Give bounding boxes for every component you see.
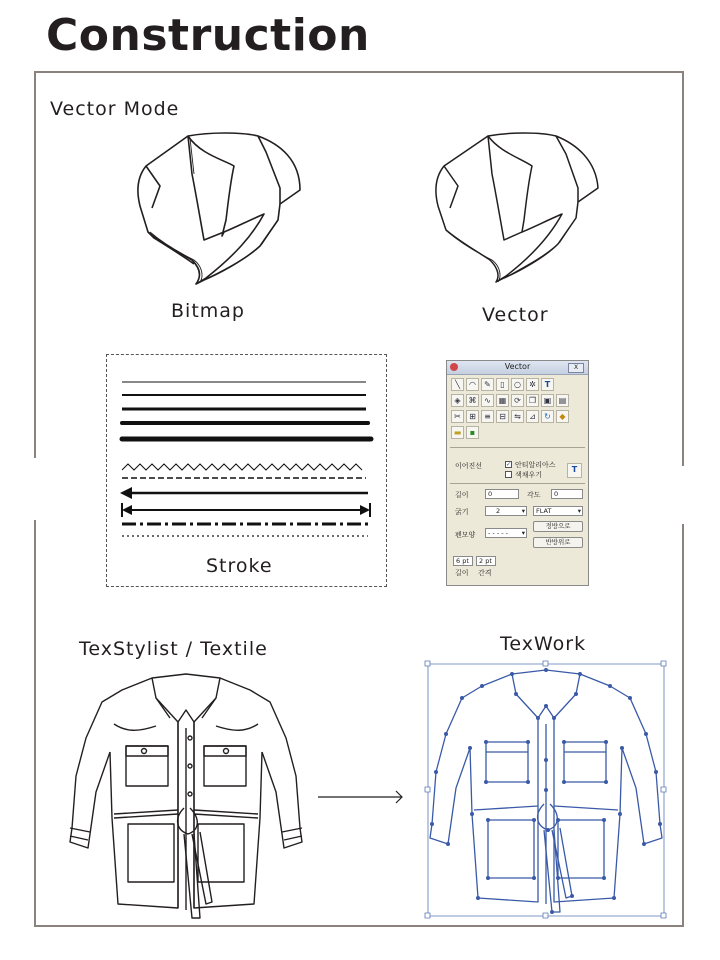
ellipse-tool-icon[interactable]: ○ [511,378,524,391]
align-icon[interactable]: ≡ [481,410,494,423]
vector-label: Vector [482,304,549,326]
pattern-select[interactable] [485,528,527,538]
antialias-label: 안티알리아스 [515,461,556,469]
texwork-label: TexWork [500,633,587,655]
open-folder-icon[interactable]: ▬ [451,426,464,439]
text-style-icon[interactable]: T [567,463,582,478]
forward-direction-button[interactable]: 정방으로 [533,521,583,532]
texstylist-label: TexStylist / Textile [79,638,268,660]
angle-label: 각도 [527,491,541,499]
thickness-select[interactable] [485,506,527,516]
thickness-label: 굵기 [455,508,469,516]
panel-divider-2 [450,483,585,484]
line-tool-icon[interactable]: ╲ [451,378,464,391]
bitmap-collar-drawing [130,128,310,298]
panel-title: Vector [504,362,531,371]
jacket-line-drawing [66,668,306,928]
angle-input[interactable]: 0 [551,489,583,499]
pattern-label: 펜모양 [455,531,476,539]
transform-icon[interactable]: ⌘ [466,394,479,407]
texwork-vector-drawing [426,660,666,920]
save-icon[interactable]: ▪ [466,426,479,439]
dropdown-arrow-icon: ▾ [521,507,525,515]
rectangle-tool-icon[interactable]: ▯ [496,378,509,391]
thickness-value: 2 [496,507,501,515]
dropdown-arrow-icon: ▾ [577,507,581,515]
stroke-label: Stroke [206,555,273,577]
rotate-icon[interactable]: ⟳ [511,394,524,407]
brush-tool-icon[interactable]: ✎ [481,378,494,391]
frame-gap-left [32,458,38,520]
color-icon[interactable]: ◆ [556,410,569,423]
bitmap-label: Bitmap [171,300,245,322]
section-label: 이어진선 [455,462,483,470]
vector-tool-panel [446,360,589,586]
reverse-direction-button[interactable]: 반방위로 [533,537,583,548]
dash-gap-label: 간격 [478,569,492,577]
paste-icon[interactable]: ▣ [541,394,554,407]
panel-close-button[interactable]: X [568,363,584,373]
node-select-icon[interactable]: ◈ [451,394,464,407]
vector-mode-label: Vector Mode [50,98,180,120]
dash-pattern-icon: - - - - - [488,529,508,537]
line-cap-select[interactable] [533,506,583,516]
dropdown-arrow-icon: ▾ [521,529,525,537]
arc-tool-icon[interactable]: ◠ [466,378,479,391]
page-title: Construction [46,10,370,61]
copy-icon[interactable]: ❐ [526,394,539,407]
mirror-icon[interactable]: ⇋ [511,410,524,423]
antialias-checkbox[interactable]: ✓ [506,461,512,468]
dash-length-input[interactable]: 6 pt [453,556,473,566]
group-icon[interactable]: ▦ [496,394,509,407]
arrow-icon [318,787,408,807]
fill-color-checkbox[interactable] [505,471,512,478]
stroke-samples-drawing [116,374,376,544]
panel-title-bar [447,361,588,375]
polygon-tool-icon[interactable]: ✲ [526,378,539,391]
text-tool-icon[interactable]: T [541,378,554,391]
layer-icon[interactable]: ▤ [556,394,569,407]
length-label: 길이 [455,491,469,499]
panel-divider [450,447,585,448]
curve-edit-icon[interactable]: ∿ [481,394,494,407]
cut-path-icon[interactable]: ✂ [451,410,464,423]
fill-color-label: 색채우기 [515,471,543,479]
distribute-icon[interactable]: ⊟ [496,410,509,423]
vector-collar-drawing [428,128,608,298]
dash-gap-input[interactable]: 2 pt [476,556,496,566]
length-input[interactable]: 0 [485,489,519,499]
dash-length-label: 길이 [455,569,469,577]
line-cap-value: FLAT [536,507,552,515]
measure-icon[interactable]: ⊿ [526,410,539,423]
join-path-icon[interactable]: ⊞ [466,410,479,423]
frame-gap-right [682,466,688,524]
refresh-icon[interactable]: ↻ [541,410,554,423]
